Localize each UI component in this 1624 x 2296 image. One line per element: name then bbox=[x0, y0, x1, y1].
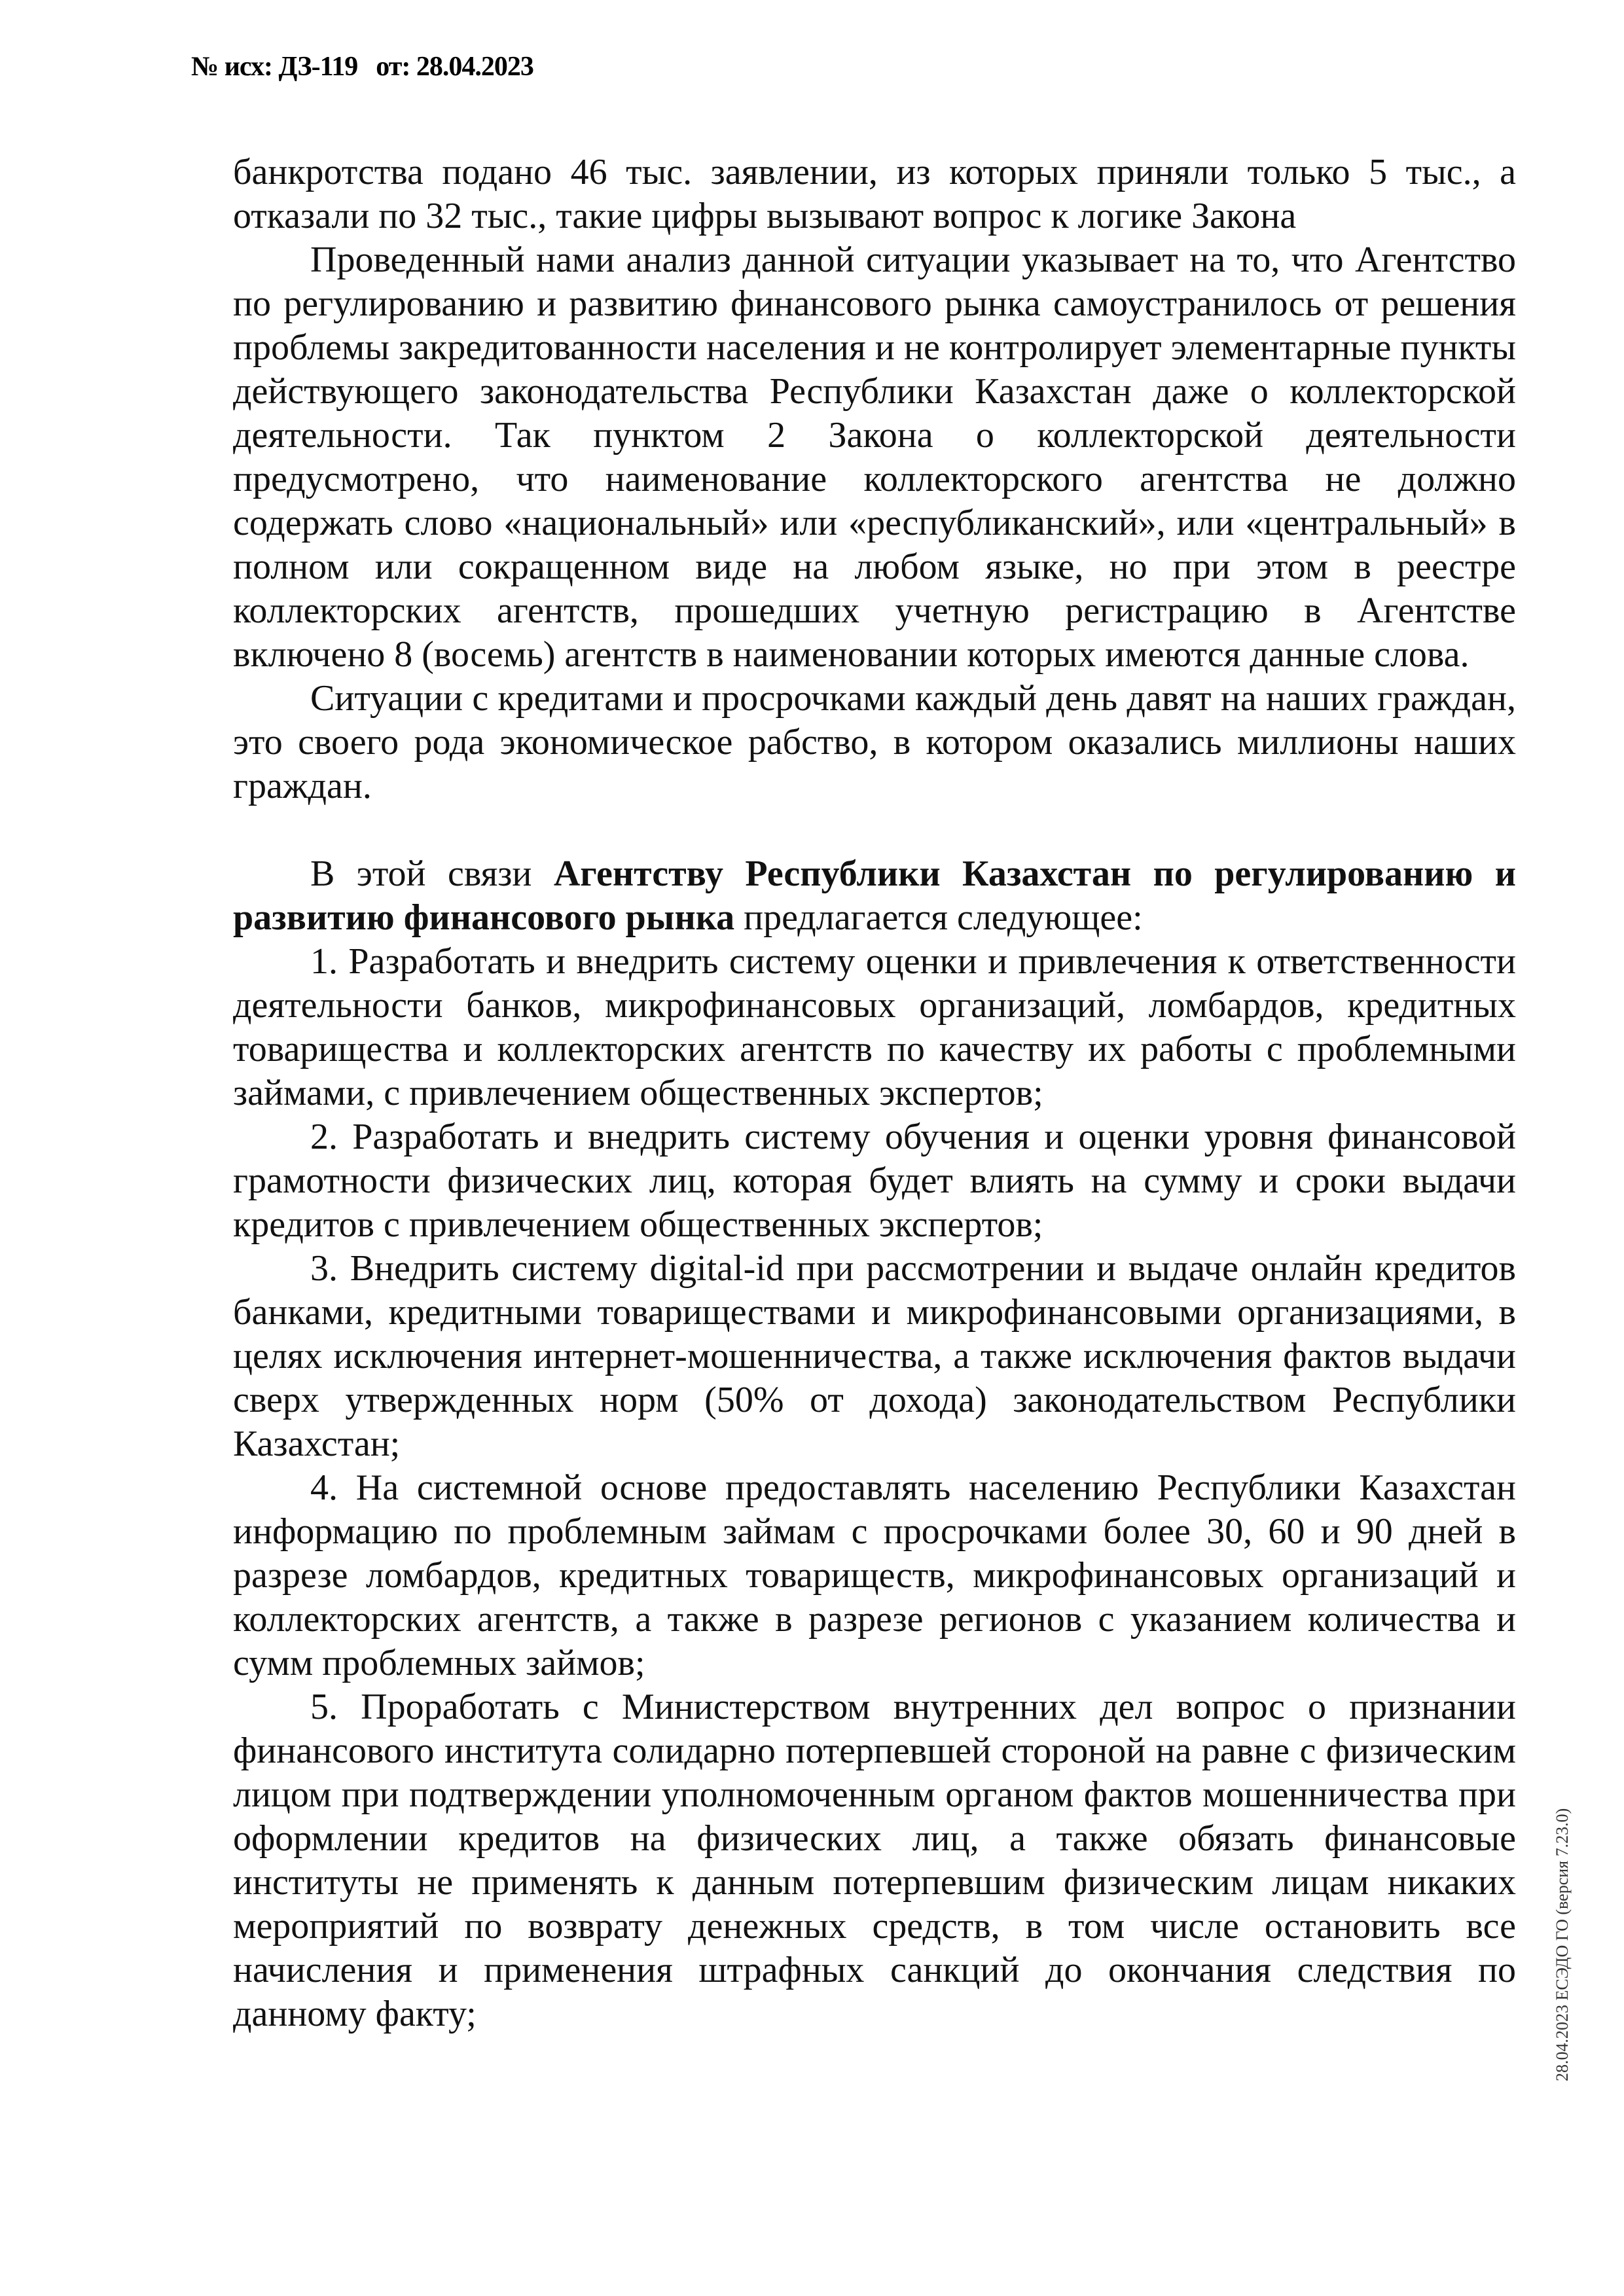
edms-side-note: 28.04.2023 ЕСЭДО ГО (версия 7.23.0) bbox=[1553, 1808, 1572, 2081]
proposal-item-3: 3. Внедрить систему digital-id при рассмотрении и выдаче онлайн кредитов банками, кредитными товариществами и микрофинансовыми организациями, в целях исключения интернет-мошенничества, а также исключения фактов выдачи сверх утвержденных норм (50% от дохода) законодательством Республики Казахстан; bbox=[233, 1248, 1516, 1464]
document-body bbox=[233, 151, 1516, 2036]
paragraph-continuation: банкротства подано 46 тыс. заявлении, из которых приняли только 5 тыс., а отказали по 32 тыс., такие цифры вызывают вопрос к логике Закона bbox=[233, 152, 1516, 236]
document-stamp bbox=[191, 51, 533, 82]
proposal-item-2: 2. Разработать и внедрить систему обучения и оценки уровня финансовой грамотности физических лиц, которая будет влиять на сумму и сроки выдачи кредитов с привлечением общественных экспертов; bbox=[233, 1117, 1516, 1245]
paragraph-analysis: Проведенный нами анализ данной ситуации указывает на то, что Агентство по регулированию и развитию финансового рынка самоустранилось от решения проблемы закредитованности населения и не контролирует элементарные пункты действующего законодательства Республики Казахстан даже о коллекторской деятельности. Так пунктом 2 Закона о коллекторской деятельности предусмотрено, что наименование коллекторского агентства не должно содержать слово «национальный» или «республиканский», или «центральный» в полном или сокращенном виде на любом языке, но при этом в реестре коллекторских агентств, прошедших учетную регистрацию в Агентстве включено 8 (восемь) агентств в наименовании которых имеются данные слова. bbox=[233, 240, 1516, 675]
paragraph-proposal-intro bbox=[233, 852, 1516, 940]
proposal-item-5: 5. Проработать с Министерством внутренних дел вопрос о признании финансового института солидарно потерпевшей стороной на равне с физическим лицом при подтверждении уполномоченным органом фактов мошенничества при оформлении кредитов на физических лиц, а также обязать финансовые институты не применять к данным потерпевшим физическим лицам никаких мероприятий по возврату денежных средств, в том числе остановить все начисления и применения штрафных санкций до окончания следствия по данному факту; bbox=[233, 1687, 1516, 2034]
outgoing-date: от: 28.04.2023 bbox=[376, 52, 533, 82]
proposal-addressee: Агентству Республики Казахстан по регулированию и развитию финансового рынка bbox=[233, 853, 1517, 938]
proposal-intro-suffix: предлагается следующее: bbox=[734, 897, 1143, 938]
outgoing-number: № исх: ДЗ-119 bbox=[191, 52, 358, 82]
paragraph-situation: Ситуации с кредитами и просрочками каждый день давят на наших граждан, это своего рода экономическое рабство, в котором оказались миллионы наших граждан. bbox=[233, 678, 1516, 806]
proposal-item-4: 4. На системной основе предоставлять населению Республики Казахстан информацию по проблемным займам с просрочками более 30, 60 и 90 дней в разрезе ломбардов, кредитных товариществ, микрофинансовых организаций и коллекторских агентств, а также в разрезе регионов с указанием количества и сумм проблемных займов; bbox=[233, 1467, 1516, 1683]
proposal-intro-prefix: В этой связи bbox=[310, 853, 554, 894]
spacer bbox=[233, 808, 1516, 852]
proposal-item-1: 1. Разработать и внедрить систему оценки и привлечения к ответственности деятельности банков, микрофинансовых организаций, ломбардов, кредитных товарищества и коллекторских агентств по качеству их работы с проблемными займами, с привлечением общественных экспертов; bbox=[233, 941, 1516, 1113]
